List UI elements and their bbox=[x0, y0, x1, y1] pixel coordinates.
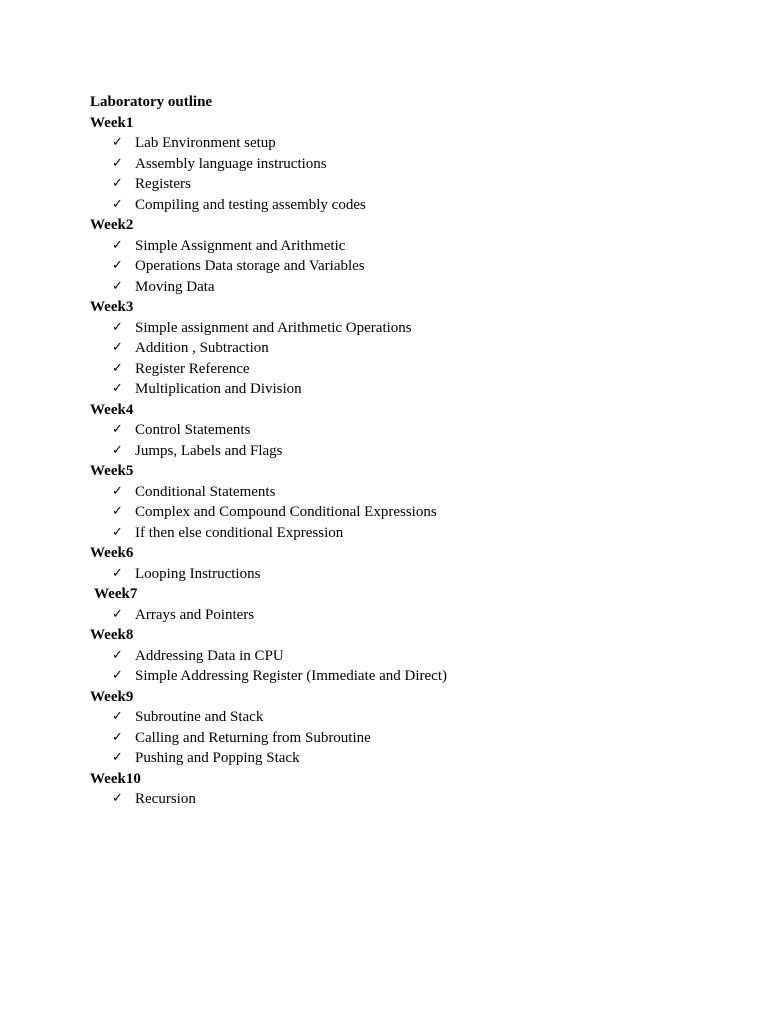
checkmark-icon: ✓ bbox=[112, 668, 123, 683]
week-heading: Week10 bbox=[90, 770, 141, 787]
list-item bbox=[90, 646, 730, 667]
list-item-text: Moving Data bbox=[135, 278, 215, 295]
checkmark-icon: ✓ bbox=[112, 565, 123, 581]
list-item-text: Looping Instructions bbox=[135, 565, 261, 582]
list-item-text: Jumps, Labels and Flags bbox=[135, 442, 283, 459]
list-item bbox=[90, 707, 730, 728]
list-item-text: Register Reference bbox=[135, 360, 250, 377]
list-item-text: Recursion bbox=[135, 791, 196, 807]
list-item bbox=[90, 195, 730, 216]
checkmark-icon: ✓ bbox=[112, 319, 123, 335]
document-page bbox=[90, 92, 730, 810]
checkmark-icon: ✓ bbox=[112, 278, 123, 294]
checkmark-icon: ✓ bbox=[112, 196, 123, 212]
list-item bbox=[90, 154, 730, 175]
list-item-text: Calling and Returning from Subroutine bbox=[135, 729, 371, 746]
list-item-text: Multiplication and Division bbox=[135, 381, 302, 397]
checkmark-icon: ✓ bbox=[112, 237, 123, 253]
checkmark-icon: ✓ bbox=[112, 750, 123, 765]
list-item-text: Simple assignment and Arithmetic Operations bbox=[135, 319, 412, 336]
list-item bbox=[90, 564, 730, 585]
list-item-text: Arrays and Pointers bbox=[135, 606, 255, 623]
list-item bbox=[90, 728, 730, 749]
week-heading: Week2 bbox=[90, 217, 134, 233]
checkmark-icon: ✓ bbox=[112, 442, 123, 458]
week-heading: Week7 bbox=[94, 586, 138, 602]
checkmark-icon: ✓ bbox=[112, 258, 123, 273]
list-item bbox=[90, 133, 730, 154]
list-item bbox=[90, 277, 730, 298]
checkmark-icon: ✓ bbox=[112, 504, 123, 519]
list-item-text: Simple Assignment and Arithmetic bbox=[135, 237, 346, 254]
week-heading: Week8 bbox=[90, 627, 134, 643]
week-heading: Week1 bbox=[90, 114, 134, 131]
list-item-text: Complex and Compound Conditional Expressions bbox=[135, 504, 437, 520]
week-heading: Week9 bbox=[90, 688, 134, 705]
week-heading: Week6 bbox=[90, 545, 134, 561]
list-item-text: Operations Data storage and Variables bbox=[135, 258, 365, 274]
checkmark-icon: ✓ bbox=[112, 524, 123, 540]
week-heading: Week5 bbox=[90, 463, 134, 479]
list-item bbox=[90, 338, 730, 359]
checkmark-icon: ✓ bbox=[112, 606, 123, 622]
list-item-text: Pushing and Popping Stack bbox=[135, 750, 300, 766]
list-item-text: If then else conditional Expression bbox=[135, 524, 344, 541]
list-item-text: Addition , Subtraction bbox=[135, 340, 269, 356]
list-item-text: Assembly language instructions bbox=[135, 155, 327, 172]
list-item bbox=[90, 666, 730, 687]
list-item bbox=[90, 441, 730, 462]
week-heading: Week3 bbox=[90, 299, 134, 315]
list-item-text: Control Statements bbox=[135, 422, 251, 438]
list-item bbox=[90, 379, 730, 400]
list-item bbox=[90, 502, 730, 523]
checkmark-icon: ✓ bbox=[112, 709, 123, 724]
list-item-text: Subroutine and Stack bbox=[135, 709, 264, 725]
checkmark-icon: ✓ bbox=[112, 647, 123, 663]
list-item bbox=[90, 318, 730, 339]
list-item-text: Addressing Data in CPU bbox=[135, 647, 284, 664]
list-item bbox=[90, 748, 730, 769]
list-item bbox=[90, 482, 730, 503]
checkmark-icon: ✓ bbox=[112, 381, 123, 396]
list-item bbox=[90, 359, 730, 380]
checkmark-icon: ✓ bbox=[112, 176, 123, 191]
document-title: Laboratory outline bbox=[90, 94, 213, 110]
list-item-text: Simple Addressing Register (Immediate and Direct) bbox=[135, 668, 448, 684]
list-item bbox=[90, 236, 730, 257]
checkmark-icon: ✓ bbox=[112, 360, 123, 376]
checkmark-icon: ✓ bbox=[112, 791, 123, 806]
list-item bbox=[90, 174, 730, 195]
checkmark-icon: ✓ bbox=[112, 135, 123, 150]
list-item bbox=[90, 420, 730, 441]
list-item-text: Registers bbox=[135, 176, 191, 192]
list-item-text: Conditional Statements bbox=[135, 483, 276, 500]
checkmark-icon: ✓ bbox=[112, 340, 123, 355]
week-heading: Week4 bbox=[90, 401, 134, 418]
checkmark-icon: ✓ bbox=[112, 422, 123, 437]
list-item bbox=[90, 523, 730, 544]
list-item bbox=[90, 789, 730, 810]
checkmark-icon: ✓ bbox=[112, 483, 123, 499]
list-item bbox=[90, 256, 730, 277]
list-item bbox=[90, 605, 730, 626]
list-item-text: Compiling and testing assembly codes bbox=[135, 196, 366, 213]
checkmark-icon: ✓ bbox=[112, 729, 123, 745]
list-item-text: Lab Environment setup bbox=[135, 135, 276, 151]
checkmark-icon: ✓ bbox=[112, 155, 123, 171]
